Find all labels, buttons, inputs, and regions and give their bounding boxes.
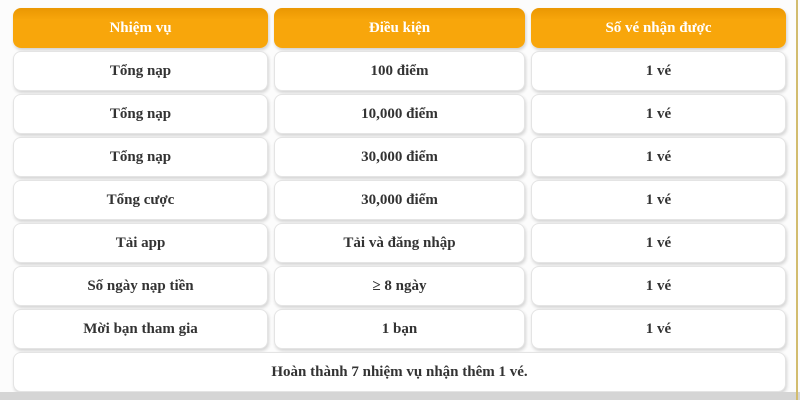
page-bottom-strip — [0, 392, 800, 400]
task-cell: Tổng nạp — [13, 94, 268, 134]
condition-cell: 30,000 điểm — [274, 180, 525, 220]
condition-cell: 10,000 điểm — [274, 94, 525, 134]
condition-cell: Tải và đăng nhập — [274, 223, 525, 263]
task-cell: Mời bạn tham gia — [13, 309, 268, 349]
rewards-table — [13, 8, 786, 392]
reward-cell: 1 vé — [531, 266, 786, 306]
condition-cell: 30,000 điểm — [274, 137, 525, 177]
task-cell: Tổng nạp — [13, 137, 268, 177]
condition-cell: 100 điểm — [274, 51, 525, 91]
task-cell: Tải app — [13, 223, 268, 263]
task-cell: Số ngày nạp tiền — [13, 266, 268, 306]
reward-cell: 1 vé — [531, 223, 786, 263]
column-header-condition: Điều kiện — [274, 8, 525, 48]
reward-cell: 1 vé — [531, 309, 786, 349]
reward-cell: 1 vé — [531, 51, 786, 91]
column-header-reward: Số vé nhận được — [531, 8, 786, 48]
condition-cell: 1 bạn — [274, 309, 525, 349]
task-cell: Tổng cược — [13, 180, 268, 220]
page-edge-accent-line — [796, 0, 798, 400]
table-footer-note: Hoàn thành 7 nhiệm vụ nhận thêm 1 vé. — [13, 352, 786, 392]
reward-cell: 1 vé — [531, 180, 786, 220]
reward-cell: 1 vé — [531, 137, 786, 177]
task-cell: Tổng nạp — [13, 51, 268, 91]
condition-cell: ≥ 8 ngày — [274, 266, 525, 306]
reward-cell: 1 vé — [531, 94, 786, 134]
column-header-task: Nhiệm vụ — [13, 8, 268, 48]
